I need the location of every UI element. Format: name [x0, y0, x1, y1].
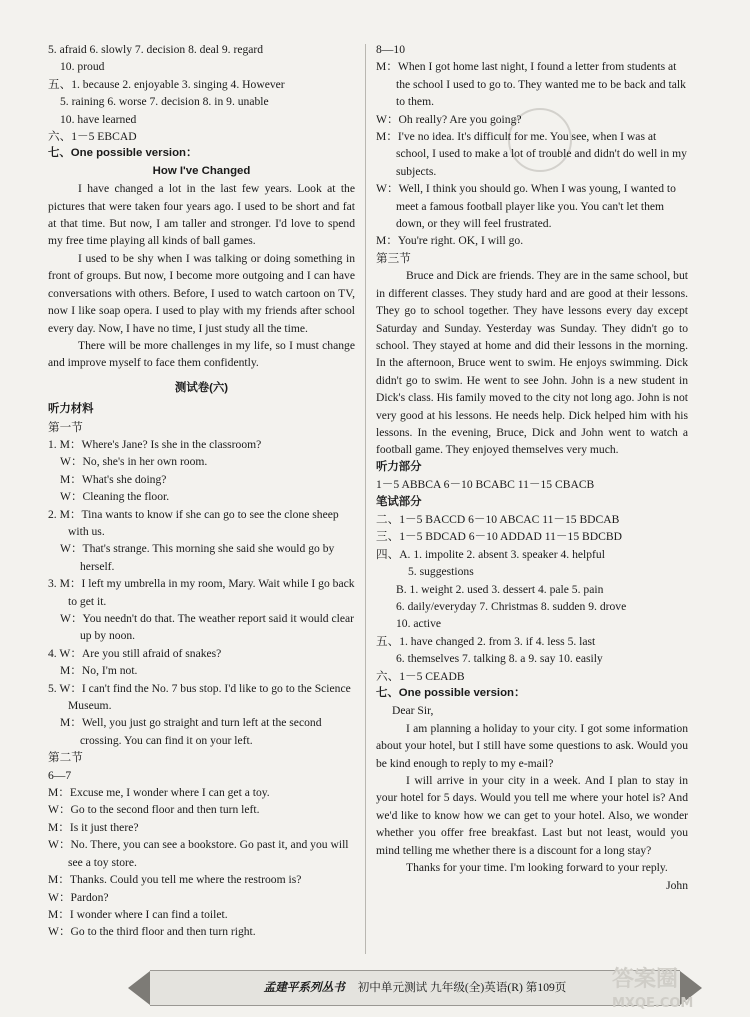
essay-paragraph: I have changed a lot in the last few years. Look at the pictures that were taken four years ago. I used to be short and fat at that time. But now, I am taller and stronger. I'd love to spend my free time playing all kinds of ball games.: [48, 182, 355, 248]
essay-title: How I've Changed: [152, 164, 251, 177]
essay-paragraph: I used to be shy when I was talking or doing something in front of groups. But now, I become more outgoing and I can have conversations with others. Before, I used to watch cartoon on TV, now I like soap opera. I used to play with my friends after school every day. Now, I have no time, I just study all the time.: [48, 251, 355, 335]
dialogue-line: M：You're right. OK, I will go.: [376, 234, 524, 248]
section-heading: 笔试部分: [376, 495, 422, 508]
subsection-heading: 第二节: [48, 751, 83, 765]
footer-series: 孟建平系列丛书: [263, 981, 345, 994]
dialogue-line: W：Well, I think you should go. When I was young, I wanted to meet a famous football player like you. You can't let them down, or they will feel frustrated.: [376, 182, 676, 231]
section-heading: 七、One possible version：: [48, 147, 198, 160]
dialogue-line: W：Oh really? Are you going?: [376, 112, 522, 126]
answer-line: 10. active: [396, 617, 442, 631]
letter-signature: John: [666, 878, 688, 892]
dialogue-line: M：What's she doing?: [60, 472, 167, 486]
dialogue-line: W：That's strange. This morning she said she would go by herself.: [60, 542, 335, 573]
dialogue-line: 3. M：I left my umbrella in my room, Mary. Wait while I go back to get it.: [48, 577, 355, 608]
answer-line: 6. daily/everyday 7. Christmas 8. sudden 9. drove: [396, 600, 627, 613]
range-label: 6—7: [48, 768, 72, 782]
footer-left-arrow-icon: [128, 971, 150, 1005]
dialogue-line: W：No, she's in her own room.: [60, 455, 208, 469]
dialogue-line: M：I wonder where I can find a toilet.: [48, 907, 228, 921]
footer-book: 初中单元测试 九年级(全)英语(R): [357, 981, 523, 994]
answer-line: 5. afraid 6. slowly 7. decision 8. deal 9. regard: [48, 43, 264, 56]
answer-line: 五、1. have changed 2. from 3. if 4. less 5. last: [376, 634, 596, 648]
test-title: 测试卷(六): [174, 381, 229, 394]
letter-paragraph: I am planning a holiday to your city. I got some information about your hotel, but I still have some questions to ask. Would you be kind enough to reply to my e-mail?: [376, 721, 688, 770]
dialogue-line: M：Excuse me, I wonder where I can get a toy.: [48, 786, 270, 800]
dialogue-line: 1. M：Where's Jane? Is she in the classroom?: [48, 437, 262, 451]
dialogue-line: W：Go to the third floor and then turn right.: [48, 925, 256, 939]
right-column: [376, 41, 688, 894]
letter-paragraph: I will arrive in your city in a week. And I plan to stay in your hotel for 5 days. Would you tell me where your hotel is? And we'd like to know how we can get to your hotel. Also, we wonder whether you offer free breakfast. Last but not least, would you mind telling me whether there is a discount for a long stay?: [376, 774, 688, 857]
page-footer: [150, 970, 680, 1006]
letter-greeting: Dear Sir,: [392, 704, 434, 718]
answer-line: 六、1－5 CEADB: [376, 669, 465, 683]
watermark-url: MXQE.COM: [612, 996, 694, 1011]
answer-line: 5. suggestions: [408, 565, 474, 579]
dialogue-line: M：Is it just there?: [48, 820, 139, 834]
dialogue-line: M：No, I'm not.: [60, 664, 138, 678]
dialogue-line: W：No. There, you can see a bookstore. Go past it, and you will see a toy store.: [48, 838, 349, 869]
dialogue-line: 2. M：Tina wants to know if she can go to see the clone sheep with us.: [48, 507, 339, 538]
subsection-heading: 第一节: [48, 420, 83, 434]
dialogue-line: 4. W：Are you still afraid of snakes?: [48, 646, 222, 660]
story-paragraph: Bruce and Dick are friends. They are in the same school, but in different classes. They study hard and are good at their lessons. They go to school together. They have lessons every day except Saturday and Sunday. Yesterday was Sunday. They didn't go to school. They stayed at home and did their lessons in the morning. In the afternoon, Bruce went to swim. He enjoys swimming. Dick didn't go to swim. He went to see John. John is a new student in Dick's class. His family moved to the city not long ago. John is not very good at his lessons. He needs help. Dick helped him with his lessons. In the evening, Bruce, Dick and John went to watch a football game. They enjoyed themselves very much.: [376, 269, 688, 457]
section-heading: 七、One possible version：: [376, 687, 526, 700]
column-divider: [365, 44, 366, 954]
answer-line: 四、A. 1. impolite 2. absent 3. speaker 4. helpful: [376, 547, 605, 561]
corner-watermark: [612, 968, 693, 1016]
answer-line: 1－5 ABBCA 6－10 BCABC 11－15 CBACB: [376, 478, 595, 492]
dialogue-line: W：Pardon?: [48, 890, 109, 904]
dialogue-line: M：When I got home last night, I found a letter from students at the school I used to go to. They wanted me to be back and talk to them.: [376, 60, 686, 109]
subsection-heading: 第三节: [376, 251, 411, 265]
letter-paragraph: Thanks for your time. I'm looking forward to your reply.: [406, 861, 668, 875]
answer-line: 10. proud: [60, 60, 105, 74]
answer-line: 二、1－5 BACCD 6－10 ABCAC 11－15 BDCAB: [376, 512, 620, 526]
answer-line: 五、1. because 2. enjoyable 3. singing 4. However: [48, 77, 285, 91]
left-column: [48, 41, 355, 941]
answer-line: 六、1－5 EBCAD: [48, 130, 137, 144]
watermark-text: 答案圈: [612, 967, 679, 992]
dialogue-line: W：Go to the second floor and then turn left.: [48, 803, 260, 817]
footer-page-number: 第109页: [525, 981, 567, 994]
answer-line: 5. raining 6. worse 7. decision 8. in 9. unable: [60, 95, 269, 109]
dialogue-line: M：I've no idea. It's difficult for me. You see, when I was at school, I used to make a lot of trouble and didn't do well in my subjects.: [376, 130, 687, 178]
answer-line: 三、1－5 BDCAD 6－10 ADDAD 11－15 BDCBD: [376, 530, 622, 544]
dialogue-line: W：Cleaning the floor.: [60, 490, 170, 504]
dialogue-line: 5. W：I can't find the No. 7 bus stop. I'd like to go to the Science Museum.: [48, 681, 351, 713]
answer-line: B. 1. weight 2. used 3. dessert 4. pale 5. pain: [396, 582, 604, 596]
answer-line: 6. themselves 7. talking 8. a 9. say 10. easily: [396, 652, 603, 666]
answer-line: 10. have learned: [60, 112, 137, 126]
section-heading: 听力部分: [376, 460, 422, 473]
essay-paragraph: There will be more challenges in my life, so I must change and improve myself to face them confidently.: [48, 338, 355, 370]
range-label: 8—10: [376, 43, 405, 56]
dialogue-line: W：You needn't do that. The weather report said it would clear up by noon.: [60, 612, 355, 643]
dialogue-line: M：Thanks. Could you tell me where the restroom is?: [48, 873, 302, 887]
section-heading: 听力材料: [48, 403, 94, 416]
dialogue-line: M：Well, you just go straight and turn left at the second crossing. You can find it on your left.: [60, 716, 322, 747]
